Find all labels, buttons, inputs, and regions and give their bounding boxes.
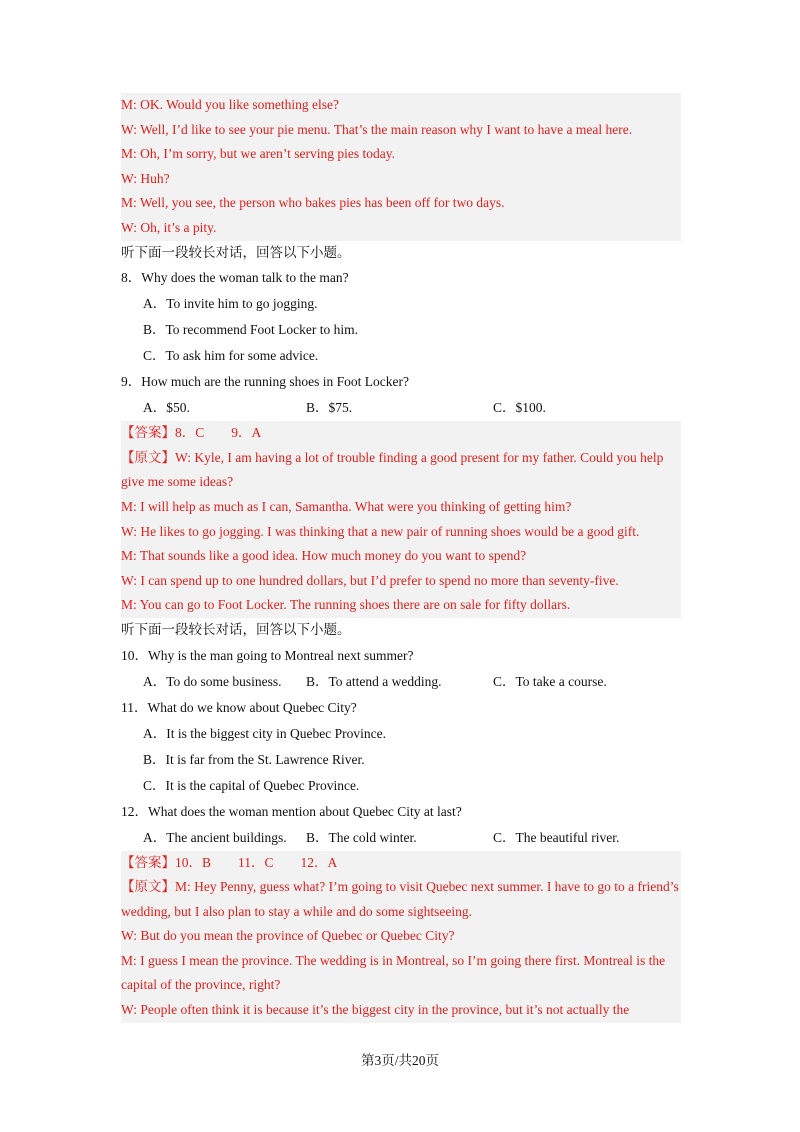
question-12: 12．What does the woman mention about Quebec City at last?: [121, 803, 462, 819]
q10-option-b: B．To attend a wedding.: [306, 673, 442, 689]
q11-option-c: C．It is the capital of Quebec Province.: [143, 777, 360, 793]
transcript-line: M: I will help as much as I can, Samantha. What were you thinking of getting him?: [121, 498, 572, 514]
transcript-line: 【原文】W: Kyle, I am having a lot of trouble finding a good present for my father. Could you help give me some ideas?: [121, 449, 664, 490]
transcript-line: 【原文】M: Hey Penny, guess what? I’m going to visit Quebec next summer. I have to go to a friend’s wedding, but I also plan to stay a while and do some sightseeing.: [121, 879, 679, 919]
question-10: 10．Why is the man going to Montreal next summer?: [121, 647, 414, 663]
answer-key: 【答案】10．B 11．C 12．A: [121, 854, 338, 870]
q9-options: [121, 395, 681, 421]
instruction: 听下面一段较长对话，回答以下小题。: [121, 621, 351, 637]
instruction: 听下面一段较长对话，回答以下小题。: [121, 244, 351, 260]
transcript-line: W: People often think it is because it’s the biggest city in the province, but it’s not actually the: [121, 1002, 630, 1018]
answer-block-3: [121, 851, 681, 1023]
q10-options: [121, 669, 681, 695]
transcript-line: W: Huh?: [121, 170, 170, 186]
page-footer: 第3页/共20页: [360, 1053, 439, 1068]
transcript-line: W: Well, I’d like to see your pie menu. That’s the main reason why I want to have a meal here.: [121, 121, 633, 137]
answer-key: 【答案】8．C 9．A: [121, 425, 262, 441]
q9-option-a: A．$50.: [143, 400, 190, 416]
transcript-line: W: I can spend up to one hundred dollars, but I’d prefer to spend no more than seventy-five.: [121, 572, 619, 588]
transcript-line: W: Oh, it’s a pity.: [121, 219, 217, 235]
q8-option-c: C．To ask him for some advice.: [143, 348, 319, 364]
transcript-line: M: OK. Would you like something else?: [121, 97, 340, 112]
transcript-line: W: He likes to go jogging. I was thinking that a new pair of running shoes would be a good gift.: [121, 523, 640, 539]
q12-option-c: C．The beautiful river.: [493, 829, 620, 845]
q8-option-a: A．To invite him to go jogging.: [143, 296, 318, 312]
q8-option-b: B．To recommend Foot Locker to him.: [143, 322, 359, 338]
question-9: 9．How much are the running shoes in Foot Locker?: [121, 374, 409, 390]
transcript-line: M: I guess I mean the province. The wedding is in Montreal, so I’m going there first. Montreal is the capital of the province, right?: [121, 952, 666, 993]
question-8: 8．Why does the woman talk to the man?: [121, 270, 349, 286]
q10-option-a: A．To do some business.: [143, 673, 282, 689]
answer-block-2: [121, 421, 681, 618]
q11-option-a: A．It is the biggest city in Quebec Province.: [143, 725, 386, 741]
q12-options: [121, 825, 681, 851]
transcript-line: M: Oh, I’m sorry, but we aren’t serving pies today.: [121, 146, 395, 162]
q12-option-a: A．The ancient buildings.: [143, 829, 287, 845]
page-content: [121, 93, 681, 1023]
question-11: 11．What do we know about Quebec City?: [121, 699, 357, 715]
q9-option-c: C．$100.: [493, 400, 546, 416]
q10-option-c: C．To take a course.: [493, 673, 607, 689]
transcript-line: M: That sounds like a good idea. How much money do you want to spend?: [121, 548, 527, 564]
q9-option-b: B．$75.: [306, 400, 353, 416]
q12-option-b: B．The cold winter.: [306, 829, 417, 845]
transcript-block-1: [121, 93, 681, 241]
transcript-line: M: You can go to Foot Locker. The running shoes there are on sale for fifty dollars.: [121, 597, 571, 613]
transcript-line: W: But do you mean the province of Quebec or Quebec City?: [121, 928, 455, 944]
transcript-line: M: Well, you see, the person who bakes pies has been off for two days.: [121, 195, 505, 211]
q11-option-b: B．It is far from the St. Lawrence River.: [143, 751, 365, 767]
